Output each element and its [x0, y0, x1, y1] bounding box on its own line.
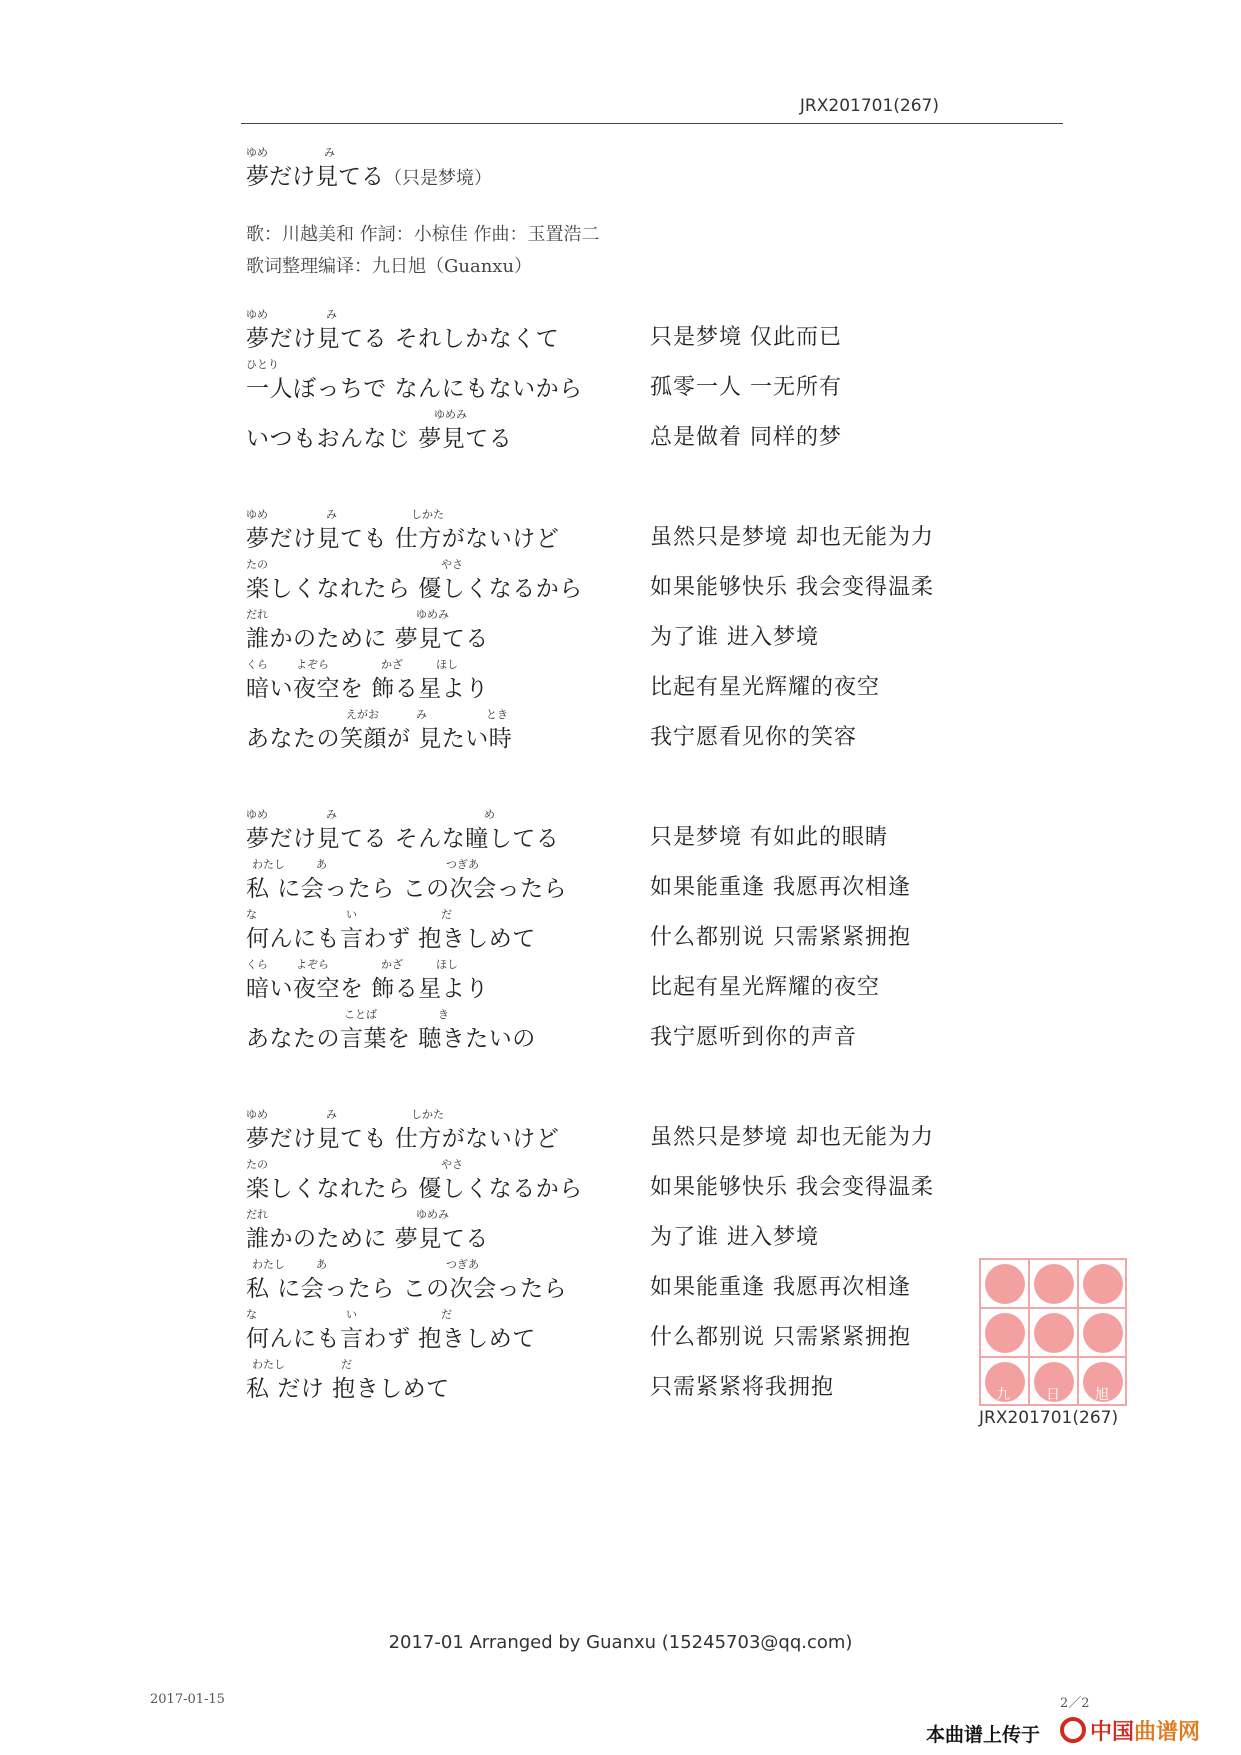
furigana: な [246, 1308, 257, 1321]
lyric-chinese: 只是梦境 有如此的眼睛 [650, 825, 888, 850]
title-sub: （只是梦境） [384, 168, 492, 189]
furigana: よぞら [296, 958, 329, 971]
title-ruby-0: ゆめ [246, 146, 268, 159]
furigana: ゆめみ [434, 408, 467, 421]
header-rule [241, 123, 1063, 124]
stamp-char-0: 九 [996, 1387, 1010, 1403]
lyric-japanese: あなたの言葉を 聴きたいの [246, 1026, 536, 1052]
lyric-japanese: あなたの笑顔が 見たい時 [246, 726, 513, 752]
lyric-chinese: 只是梦境 仅此而已 [650, 325, 842, 350]
furigana: き [438, 1008, 449, 1021]
lyric-chinese: 如果能够快乐 我会变得温柔 [650, 1175, 934, 1200]
lyric-japanese: 夢だけ見てる それしかなくて [246, 326, 560, 352]
furigana: い [346, 1308, 357, 1321]
lyric-chinese: 为了谁 进入梦境 [650, 1225, 819, 1250]
furigana: ゆめ [246, 1108, 268, 1121]
lyric-line [0, 556, 1241, 606]
logo-text-b: 曲谱网 [1134, 1718, 1201, 1745]
furigana: かざ [381, 958, 403, 971]
lyric-chinese: 什么都别说 只需紧紧拥抱 [650, 1325, 911, 1350]
lyric-japanese: 夢だけ見ても 仕方がないけど [246, 1126, 560, 1152]
upload-text: 本曲谱上传于 [926, 1724, 1041, 1746]
lyric-japanese: いつもおんなじ 夢見てる [246, 426, 513, 452]
furigana: み [326, 308, 337, 321]
stamp-char-1: 日 [1046, 1387, 1060, 1403]
lyric-chinese: 如果能重逢 我愿再次相逢 [650, 875, 911, 900]
watermark-stamp [979, 1258, 1127, 1406]
lyric-japanese: 何んにも言わず 抱きしめて [246, 926, 536, 952]
furigana: な [246, 908, 257, 921]
lyric-japanese: 夢だけ見ても 仕方がないけど [246, 526, 560, 552]
lyric-line [0, 906, 1241, 956]
lyric-chinese: 虽然只是梦境 却也无能为力 [650, 525, 934, 550]
lyric-chinese: 为了谁 进入梦境 [650, 625, 819, 650]
furigana: たの [246, 558, 268, 571]
lyric-line [0, 1206, 1241, 1256]
furigana: あ [316, 1258, 327, 1271]
lyric-japanese: 私 に会ったら この次会ったら [246, 1276, 568, 1302]
furigana: ほし [436, 658, 458, 671]
furigana: ゆめみ [416, 1208, 449, 1221]
lyric-line [0, 306, 1241, 356]
lyric-japanese: 夢だけ見てる そんな瞳してる [246, 826, 560, 852]
stamp-char-2: 旭 [1095, 1387, 1109, 1403]
song-title [246, 146, 492, 191]
furigana: しかた [411, 1108, 444, 1121]
lyric-japanese: 暗い夜空を 飾る星より [246, 676, 489, 702]
furigana: くら [246, 658, 268, 671]
credits: 歌：川越美和 作詞：小椋佳 作曲：玉置浩二 [246, 224, 600, 245]
furigana: わたし [252, 1358, 285, 1371]
furigana: だれ [246, 1208, 268, 1221]
lyric-chinese: 比起有星光辉耀的夜空 [650, 975, 881, 1000]
lyric-japanese: 楽しくなれたら 優しくなるから [246, 1176, 583, 1202]
furigana: ひとり [246, 358, 279, 371]
furigana: ほし [436, 958, 458, 971]
furigana: み [416, 708, 427, 721]
furigana: だ [341, 1358, 352, 1371]
footer-page: 2／2 [1060, 1696, 1090, 1711]
furigana: ゆめ [246, 808, 268, 821]
lyric-chinese: 什么都别说 只需紧紧拥抱 [650, 925, 911, 950]
title-ruby-1: み [324, 146, 335, 159]
lyric-line [0, 956, 1241, 1006]
furigana: つぎあ [446, 858, 479, 871]
furigana: よぞら [296, 658, 329, 671]
lyric-line [0, 656, 1241, 706]
lyric-japanese: 私 だけ 抱きしめて [246, 1376, 450, 1402]
furigana: だれ [246, 608, 268, 621]
lyric-chinese: 孤零一人 一无所有 [650, 375, 842, 400]
lyric-line [0, 606, 1241, 656]
furigana: み [326, 508, 337, 521]
furigana: だ [441, 908, 452, 921]
furigana: だ [441, 1308, 452, 1321]
furigana: しかた [411, 508, 444, 521]
furigana: ことば [344, 1008, 377, 1021]
lyric-chinese: 比起有星光辉耀的夜空 [650, 675, 881, 700]
lyric-japanese: 一人ぼっちで なんにもないから [246, 376, 583, 402]
furigana: くら [246, 958, 268, 971]
lyric-line [0, 1156, 1241, 1206]
lyric-japanese: 暗い夜空を 飾る星より [246, 976, 489, 1002]
lyric-line [0, 406, 1241, 456]
furigana: たの [246, 1158, 268, 1171]
furigana: えがお [346, 708, 379, 721]
lyric-japanese: 何んにも言わず 抱きしめて [246, 1326, 536, 1352]
furigana: とき [486, 708, 508, 721]
furigana: やさ [441, 1158, 463, 1171]
footer-date: 2017-01-15 [150, 1692, 225, 1707]
furigana: わたし [252, 1258, 285, 1271]
lyric-line [0, 706, 1241, 756]
furigana: あ [316, 858, 327, 871]
furigana: み [326, 808, 337, 821]
lyric-japanese: 誰かのために 夢見てる [246, 1226, 489, 1252]
furigana: ゆめみ [416, 608, 449, 621]
lyric-line [0, 1106, 1241, 1156]
lyric-japanese: 私 に会ったら この次会ったら [246, 876, 568, 902]
furigana: かざ [381, 658, 403, 671]
lyric-line [0, 356, 1241, 406]
logo-text-a: 中国 [1090, 1718, 1135, 1745]
lyric-chinese: 我宁愿看见你的笑容 [650, 725, 858, 750]
logo-icon [1060, 1717, 1086, 1743]
title-main: 夢だけ見てる [246, 164, 384, 190]
lyric-line [0, 806, 1241, 856]
footer-arranged: 2017-01 Arranged by Guanxu (15245703@qq.com) [388, 1632, 853, 1653]
furigana: い [346, 908, 357, 921]
lyric-line [0, 506, 1241, 556]
furigana: み [326, 1108, 337, 1121]
lyric-line [0, 1006, 1241, 1056]
lyric-chinese: 总是做着 同样的梦 [650, 425, 842, 450]
lyric-chinese: 如果能够快乐 我会变得温柔 [650, 575, 934, 600]
lyric-chinese: 虽然只是梦境 却也无能为力 [650, 1125, 934, 1150]
furigana: やさ [441, 558, 463, 571]
site-logo[interactable] [1060, 1716, 1200, 1744]
furigana: ゆめ [246, 508, 268, 521]
furigana: め [484, 808, 495, 821]
furigana: ゆめ [246, 308, 268, 321]
lyric-chinese: 如果能重逢 我愿再次相逢 [650, 1275, 911, 1300]
lyric-line [0, 856, 1241, 906]
arranger: 歌词整理编译：九日旭（Guanxu） [246, 256, 533, 277]
furigana: つぎあ [446, 1258, 479, 1271]
stamp-code: JRX201701(267) [979, 1408, 1119, 1428]
furigana: わたし [252, 858, 285, 871]
lyric-japanese: 楽しくなれたら 優しくなるから [246, 576, 583, 602]
lyric-chinese: 我宁愿听到你的声音 [650, 1025, 858, 1050]
lyric-chinese: 只需紧紧将我拥抱 [650, 1375, 835, 1400]
document-code: JRX201701(267) [799, 96, 939, 116]
lyric-japanese: 誰かのために 夢見てる [246, 626, 489, 652]
